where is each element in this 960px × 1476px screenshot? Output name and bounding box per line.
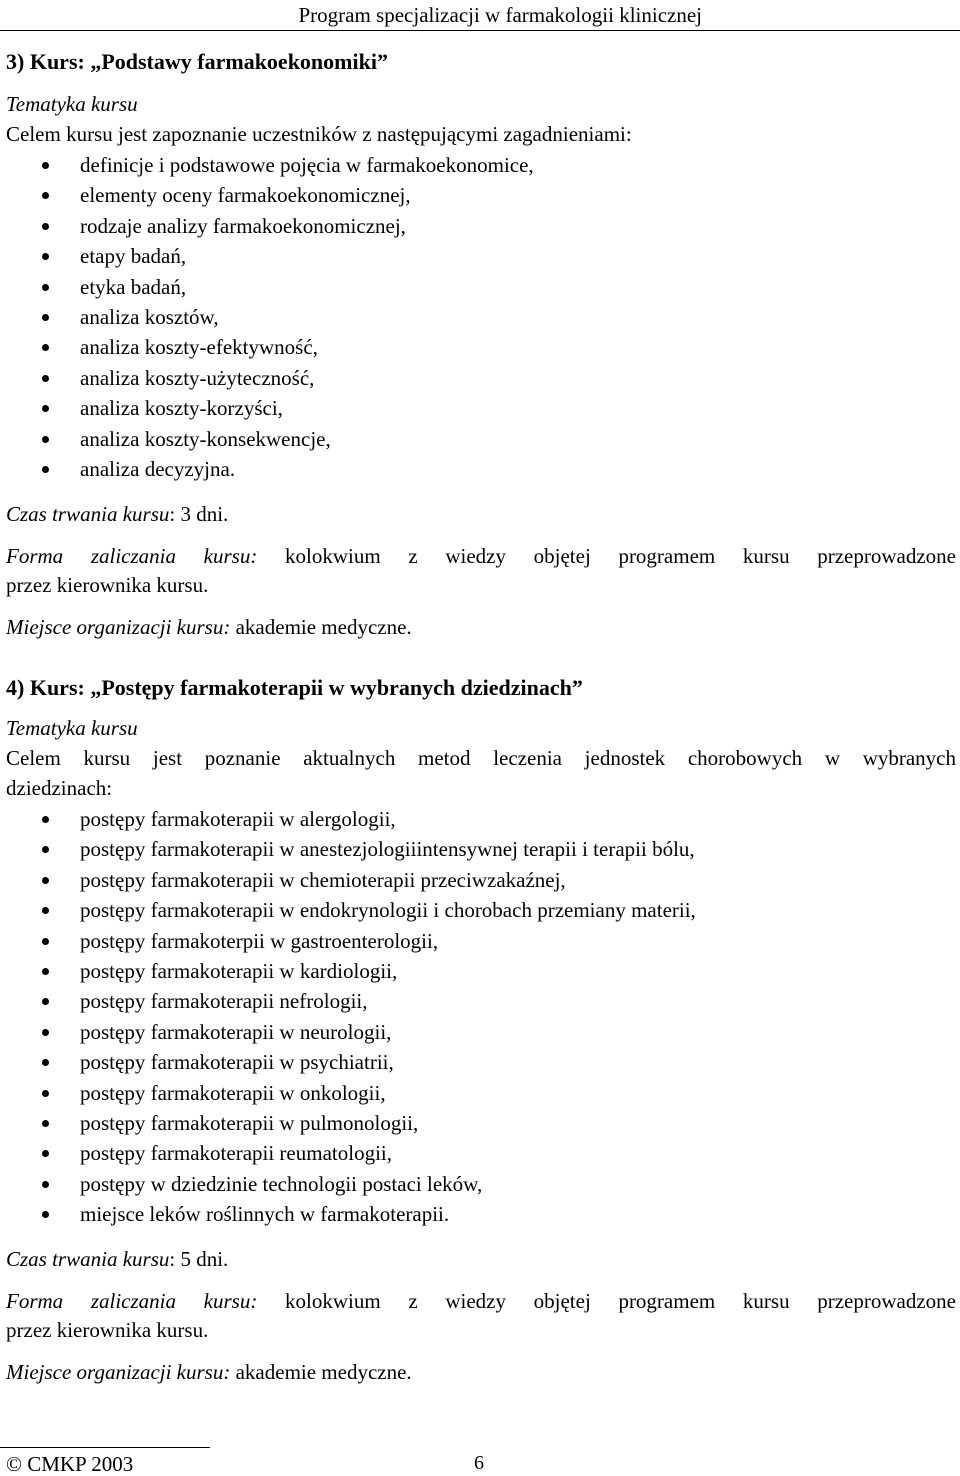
- list-item: rodzaje analizy farmakoekonomicznej,: [0, 211, 960, 241]
- course4-intro-line1: Celem kursu jest poznanie aktualnych metod leczenia jednostek chorobowych w wybranych: [6, 746, 956, 770]
- location-value: akademie medyczne.: [235, 615, 412, 639]
- course4-duration: [6, 1244, 956, 1274]
- running-header: Program specjalizacji w farmakologii klinicznej: [298, 3, 702, 27]
- list-item: etapy badań,: [0, 241, 960, 271]
- list-item: postępy w dziedzinie technologii postaci leków,: [0, 1169, 960, 1199]
- course3-location: [6, 612, 956, 642]
- course3-assessment-line1: [6, 541, 956, 571]
- course3-heading: 3) Kurs: „Podstawy farmakoekonomiki”: [6, 49, 388, 74]
- list-item: postępy farmakoterapii w anestezjologiiintensywnej terapii i terapii bólu,: [0, 834, 960, 864]
- duration-value: : 5 dni.: [169, 1247, 229, 1271]
- course4-heading: 4) Kurs: „Postępy farmakoterapii w wybranych dziedzinach”: [6, 675, 583, 700]
- list-item: analiza decyzyjna.: [0, 454, 960, 484]
- course3-topic-label: Tematyka kursu: [6, 92, 138, 116]
- assessment-value: kolokwium z wiedzy objętej programem kursu przeprowadzone: [285, 544, 956, 568]
- duration-label: Czas trwania kursu: [6, 1247, 170, 1271]
- assessment-value: kolokwium z wiedzy objętej programem kursu przeprowadzone: [285, 1289, 956, 1313]
- list-item: postępy farmakoterapii w onkologii,: [0, 1078, 960, 1108]
- list-item: postępy farmakoterapii w endokrynologii i chorobach przemiany materii,: [0, 895, 960, 925]
- list-item: postępy farmakoterapii w alergologii,: [0, 804, 960, 834]
- list-item: postępy farmakoterapii w pulmonologii,: [0, 1108, 960, 1138]
- list-item: etyka badań,: [0, 272, 960, 302]
- assessment-label: Forma zaliczania kursu:: [6, 544, 258, 568]
- location-label: Miejsce organizacji kursu:: [6, 615, 231, 639]
- list-item: definicje i podstawowe pojęcia w farmakoekonomice,: [0, 150, 960, 180]
- course3-assessment-line2: przez kierownika kursu.: [6, 573, 209, 597]
- list-item: postępy farmakoterapii w neurologii,: [0, 1017, 960, 1047]
- duration-label: Czas trwania kursu: [6, 502, 170, 526]
- header-rule: [0, 30, 960, 31]
- location-value: akademie medyczne.: [235, 1360, 412, 1384]
- course3-topic-list: [0, 150, 960, 484]
- page-number: 6: [474, 1452, 484, 1474]
- course4-topic-list: [0, 804, 960, 1230]
- course4-intro-line2: dziedzinach:: [6, 776, 113, 800]
- course3-intro: Celem kursu jest zapoznanie uczestników z następującymi zagadnieniami:: [6, 122, 632, 146]
- list-item: postępy farmakoterapii reumatologii,: [0, 1138, 960, 1168]
- list-item: postępy farmakoterapii w chemioterapii przeciwzakaźnej,: [0, 865, 960, 895]
- footer-copyright: © CMKP 2003: [6, 1452, 134, 1476]
- list-item: analiza koszty-użyteczność,: [0, 363, 960, 393]
- list-item: miejsce leków roślinnych w farmakoterapii.: [0, 1199, 960, 1229]
- list-item: elementy oceny farmakoekonomicznej,: [0, 180, 960, 210]
- list-item: analiza koszty-korzyści,: [0, 393, 960, 423]
- course3-duration: [6, 499, 956, 529]
- duration-value: : 3 dni.: [169, 502, 229, 526]
- course4-assessment-line2: przez kierownika kursu.: [6, 1318, 209, 1342]
- location-label: Miejsce organizacji kursu:: [6, 1360, 231, 1384]
- list-item: analiza kosztów,: [0, 302, 960, 332]
- assessment-label: Forma zaliczania kursu:: [6, 1289, 258, 1313]
- course4-assessment-line1: [6, 1286, 956, 1316]
- course4-topic-label: Tematyka kursu: [6, 716, 138, 740]
- list-item: analiza koszty-konsekwencje,: [0, 424, 960, 454]
- list-item: postępy farmakoterapii nefrologii,: [0, 986, 960, 1016]
- list-item: postępy farmakoterapii w psychiatrii,: [0, 1047, 960, 1077]
- list-item: postępy farmakoterpii w gastroenterologii,: [0, 926, 960, 956]
- course4-location: [6, 1357, 956, 1387]
- footer-rule: [0, 1447, 210, 1448]
- list-item: postępy farmakoterapii w kardiologii,: [0, 956, 960, 986]
- list-item: analiza koszty-efektywność,: [0, 332, 960, 362]
